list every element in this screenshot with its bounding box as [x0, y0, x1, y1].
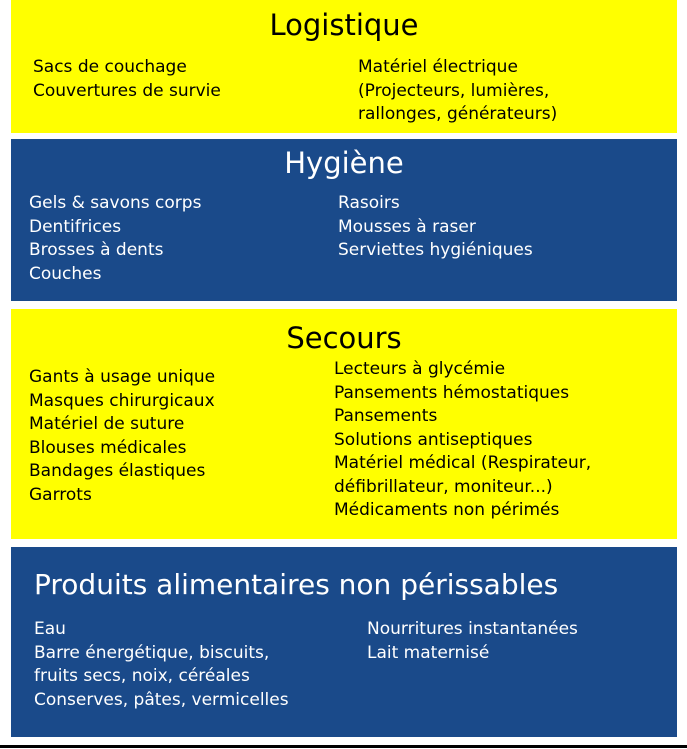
logistique-left-list	[33, 56, 221, 103]
hygiene-left-list	[29, 192, 201, 286]
section-title-hygiene: Hygiène	[284, 146, 404, 180]
list-item: Barre énergétique, biscuits,	[34, 642, 270, 663]
section-title-secours: Secours	[286, 321, 402, 355]
list-item: Matériel électrique	[358, 57, 518, 77]
list-item: Rasoirs	[338, 193, 400, 213]
alimentaires-right-list	[367, 618, 578, 665]
list-item: fruits secs, noix, céréales	[34, 666, 250, 686]
bottom-divider	[0, 745, 687, 748]
logistique-right-list	[358, 56, 557, 127]
section-title-alimentaires: Produits alimentaires non périssables	[34, 568, 559, 601]
list-item: Matériel de suture	[29, 414, 185, 434]
list-item: Pansements	[334, 406, 438, 426]
list-item: Conserves, pâtes, vermicelles	[34, 689, 289, 710]
list-item: Gants à usage unique	[29, 367, 216, 387]
section-secours	[11, 309, 677, 539]
list-item: Serviettes hygiéniques	[338, 240, 533, 260]
list-item: Dentifrices	[29, 216, 122, 237]
list-item: rallonges, générateurs)	[358, 104, 558, 124]
list-item: Bandages élastiques	[29, 461, 206, 481]
list-item: Nourritures instantanées	[367, 619, 578, 639]
list-item: Lecteurs à glycémie	[334, 359, 506, 379]
list-item: Mousses à raser	[338, 216, 476, 237]
list-item: Gels & savons corps	[29, 193, 202, 213]
list-item: Garrots	[29, 484, 92, 505]
list-item: défibrillateur, moniteur...)	[334, 476, 553, 497]
list-item: Lait maternisé	[367, 642, 490, 663]
section-hygiene	[11, 139, 677, 301]
list-item: Brosses à dents	[29, 240, 164, 260]
list-item: Masques chirurgicaux	[29, 390, 215, 411]
list-item: Matériel médical (Respirateur,	[334, 453, 592, 473]
section-logistique	[11, 0, 677, 133]
list-item: Médicaments non périmés	[334, 500, 560, 520]
alimentaires-left-list	[34, 618, 289, 712]
list-item: Blouses médicales	[29, 437, 187, 458]
list-item: Couches	[29, 263, 102, 284]
hygiene-right-list	[338, 192, 533, 263]
secours-right-list	[334, 358, 591, 523]
list-item: Pansements hémostatiques	[334, 382, 570, 403]
section-title-logistique: Logistique	[269, 8, 419, 42]
secours-left-list	[29, 366, 215, 507]
list-item: Couvertures de survie	[33, 80, 221, 101]
list-item: Solutions antiseptiques	[334, 429, 533, 450]
list-item: Eau	[34, 619, 66, 639]
list-item: (Projecteurs, lumières,	[358, 80, 550, 101]
list-item: Sacs de couchage	[33, 57, 187, 77]
section-alimentaires	[11, 547, 677, 737]
